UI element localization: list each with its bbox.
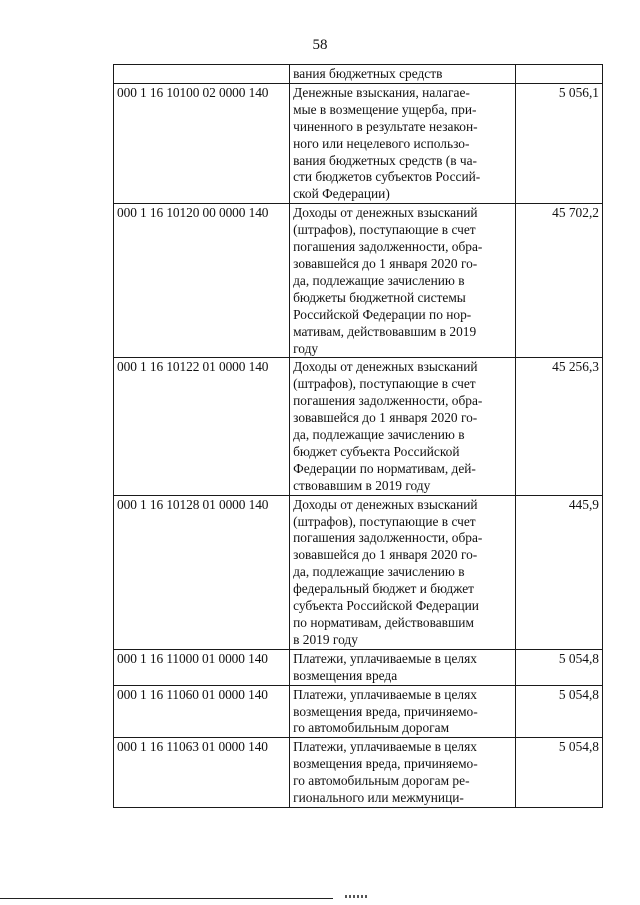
revenue-description: Платежи, уплачиваемые в целях возмещения вреда — [290, 649, 516, 685]
budget-classification-code: 000 1 16 11063 01 0000 140 — [114, 738, 290, 808]
amount-value: 45 256,3 — [515, 358, 602, 495]
amount-value: 5 054,8 — [515, 649, 602, 685]
budget-classification-code: 000 1 16 10128 01 0000 140 — [114, 495, 290, 649]
amount-value: 5 054,8 — [515, 738, 602, 808]
amount-value: 45 702,2 — [515, 204, 602, 358]
revenue-description: вания бюджетных средств — [290, 65, 516, 84]
budget-classification-code: 000 1 16 11000 01 0000 140 — [114, 649, 290, 685]
budget-classification-code: 000 1 16 10122 01 0000 140 — [114, 358, 290, 495]
amount-value: 5 054,8 — [515, 685, 602, 738]
amount-value: 5 056,1 — [515, 83, 602, 203]
revenue-description: Платежи, уплачиваемые в целях возмещения вреда, причиняемо- го автомобильным дорогам — [290, 685, 516, 738]
budget-revenue-table — [113, 64, 603, 808]
footer-scan-mark — [345, 895, 367, 898]
revenue-description: Денежные взыскания, налагае- мые в возмещение ущерба, при- чиненного в результате незакон- ного или нецелевого использо- вания бюджетных средств (в ча- сти бюджетов субъектов Россий- ской Федерации) — [290, 83, 516, 203]
revenue-description: Доходы от денежных взысканий (штрафов), поступающие в счет погашения задолженности, обра- зовавшейся до 1 января 2020 го- да, подлежащие зачислению в бюджеты бюджетной системы Российской Федерации по нор- мативам, действовавшим в 2019 году — [290, 204, 516, 358]
page-number: 58 — [312, 37, 328, 53]
budget-classification-code: 000 1 16 10120 00 0000 140 — [114, 204, 290, 358]
table-row — [114, 495, 603, 649]
table-row — [114, 738, 603, 808]
table-row — [114, 649, 603, 685]
amount-value — [515, 65, 602, 84]
table-row — [114, 65, 603, 84]
table-row — [114, 685, 603, 738]
footer-rule — [0, 898, 333, 899]
revenue-description: Доходы от денежных взысканий (штрафов), поступающие в счет погашения задолженности, обра- зовавшейся до 1 января 2020 го- да, подлежащие зачислению в федеральный бюджет и бюджет субъекта Российской Федерации по нормативам, действовавшим в 2019 году — [290, 495, 516, 649]
revenue-description: Платежи, уплачиваемые в целях возмещения вреда, причиняемо- го автомобильным дорогам ре- гионального или межмуници- — [290, 738, 516, 808]
revenue-description: Доходы от денежных взысканий (штрафов), поступающие в счет погашения задолженности, обра- зовавшейся до 1 января 2020 го- да, подлежащие зачислению в бюджет субъекта Российской Федерации по нормативам, дей- ствовавшим в 2019 году — [290, 358, 516, 495]
amount-value: 445,9 — [515, 495, 602, 649]
table-row — [114, 358, 603, 495]
budget-classification-code: 000 1 16 10100 02 0000 140 — [114, 83, 290, 203]
table-row — [114, 204, 603, 358]
budget-classification-code: 000 1 16 11060 01 0000 140 — [114, 685, 290, 738]
table-row — [114, 83, 603, 203]
budget-classification-code — [114, 65, 290, 84]
